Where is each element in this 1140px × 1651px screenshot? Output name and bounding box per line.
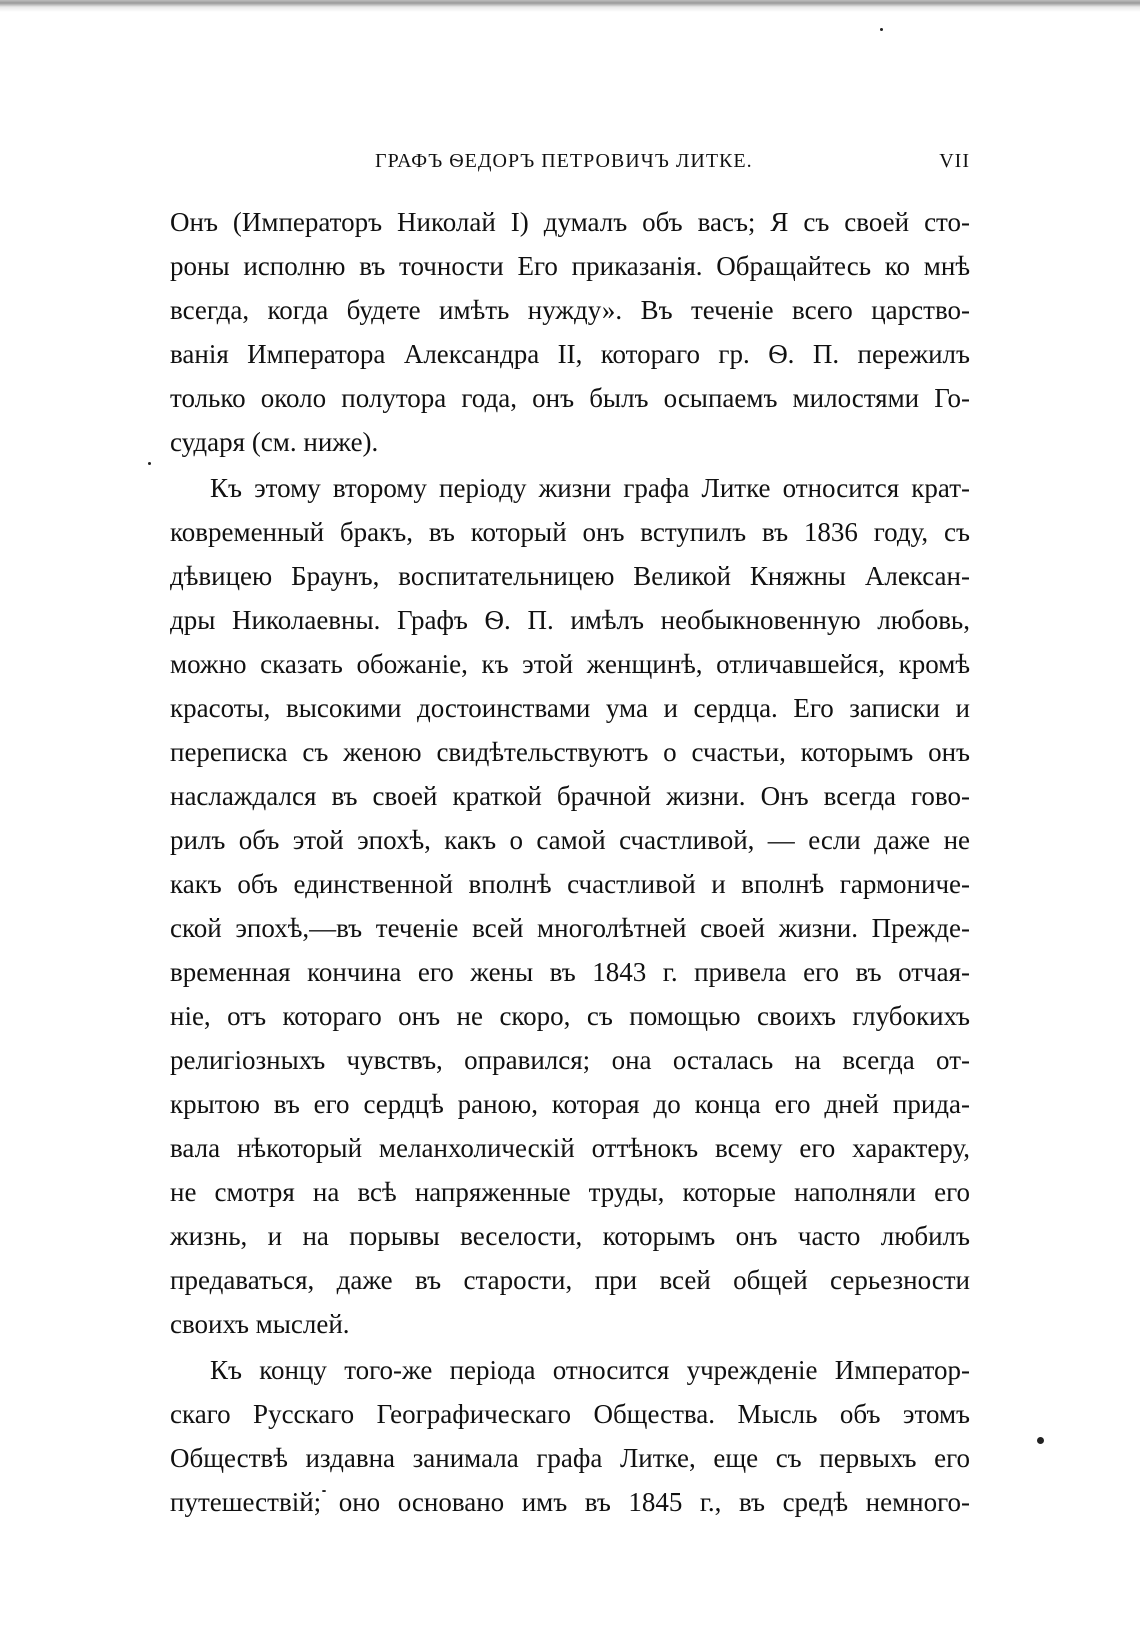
text-line: дѣвицею Браунъ, воспитательницею Великой Княжны Алексан- — [170, 561, 970, 591]
scan-top-edge — [0, 0, 1140, 12]
text-line: роны исполню въ точности Его приказанія. Обращайтесь ко мнѣ — [170, 251, 970, 281]
text-line: переписка съ женою свидѣтельствуютъ о счастьи, которымъ онъ — [170, 737, 970, 767]
page-number: VII — [939, 150, 970, 172]
text-line: рилъ объ этой эпохѣ, какъ о самой счастливой, — если даже не — [170, 825, 970, 855]
text-line: вала нѣкоторый меланхолическій оттѣнокъ всему его характеру, — [170, 1133, 970, 1163]
text-line: ніе, отъ котораго онъ не скоро, съ помощью своихъ глубокихъ — [170, 1001, 970, 1031]
page-header — [175, 150, 970, 180]
text-line: Къ этому второму періоду жизни графа Литке относится крат- — [210, 473, 970, 503]
text-line: только около полутора года, онъ былъ осыпаемъ милостями Го- — [170, 383, 970, 413]
body-text — [170, 200, 970, 1524]
paragraph — [170, 1348, 970, 1524]
text-line: какъ объ единственной вполнѣ счастливой и вполнѣ гармониче- — [170, 869, 970, 899]
paragraph — [170, 466, 970, 1346]
text-line: религіозныхъ чувствъ, оправился; она осталась на всегда от- — [170, 1045, 970, 1075]
text-line: дры Николаевны. Графъ Ѳ. П. имѣлъ необыкновенную любовь, — [170, 605, 970, 635]
text-line: сударя (см. ниже). — [170, 427, 379, 457]
text-line: скаго Русскаго Географическаго Общества. Мысль объ этомъ — [170, 1399, 970, 1429]
scan-speck — [148, 462, 151, 465]
text-line: красоты, высокими достоинствами ума и сердца. Его записки и — [170, 693, 970, 723]
text-line: не смотря на всѣ напряженные труды, которые наполняли его — [170, 1177, 970, 1207]
text-line: наслаждался въ своей краткой брачной жизни. Онъ всегда гово- — [170, 781, 970, 811]
text-line: ванія Императора Александра II, котораго гр. Ѳ. П. пережилъ — [170, 339, 970, 369]
text-line: крытою въ его сердцѣ раною, которая до конца его дней прида- — [170, 1089, 970, 1119]
text-line: ковременный бракъ, въ который онъ вступилъ въ 1836 году, съ — [170, 517, 970, 547]
scan-speck — [880, 28, 883, 31]
running-title: ГРАФЪ ѲЕДОРЪ ПЕТРОВИЧЪ ЛИТКЕ. — [375, 150, 753, 172]
text-line: Онъ (Императоръ Николай I) думалъ объ васъ; Я съ своей сто- — [170, 207, 970, 237]
text-line: Къ концу того-же періода относится учрежденіе Император- — [210, 1355, 970, 1385]
text-line: Обществѣ издавна занимала графа Литке, еще съ первыхъ его — [170, 1443, 970, 1473]
text-line: всегда, когда будете имѣть нужду». Въ теченіе всего царство- — [170, 295, 970, 325]
text-line: своихъ мыслей. — [170, 1309, 350, 1339]
text-line: предаваться, даже въ старости, при всей общей серьезности — [170, 1265, 970, 1295]
scan-speck — [1037, 1437, 1044, 1444]
paragraph — [170, 200, 970, 464]
text-line: жизнь, и на порывы веселости, которымъ онъ часто любилъ — [170, 1221, 970, 1251]
text-line: временная кончина его жены въ 1843 г. привела его въ отчая- — [170, 957, 970, 987]
text-line: ской эпохѣ,—въ теченіе всей многолѣтней своей жизни. Прежде- — [170, 913, 970, 943]
text-line: путешествій; оно основано имъ въ 1845 г., въ средѣ немного- — [170, 1487, 970, 1517]
text-line: можно сказать обожаніе, къ этой женщинѣ, отличавшейся, кромѣ — [170, 649, 970, 679]
